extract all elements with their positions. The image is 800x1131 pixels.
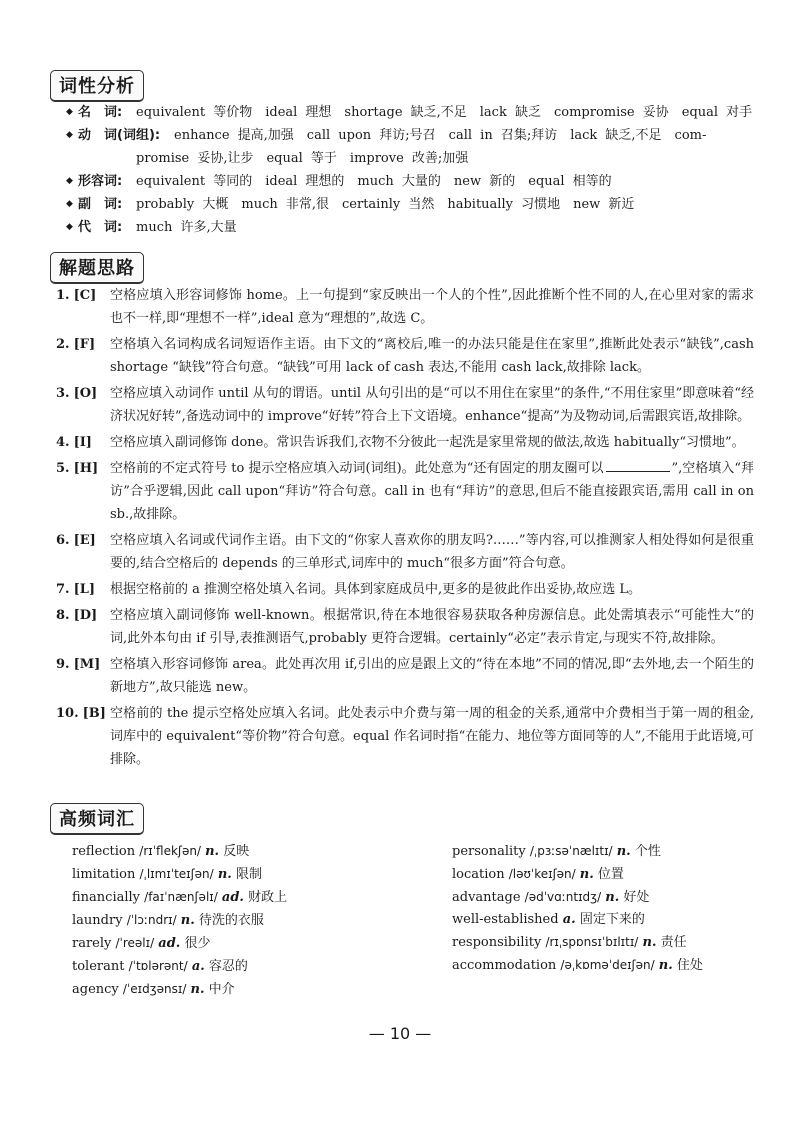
vocab-phonetic: /ləʊˈkeɪʃən/ [508,867,576,881]
vocab-meaning: 住处 [676,958,703,973]
answer-text: 空格应填入副词修饰 well-known。根据常识,待在本地很容易获取各种房源信息。此处需填表示“可能性大”的词,此外本句由 if 引导,表推测语气,probably 更符合逻辑。certainly“必定”表示肯定,与现实不符,故排除。 [110,608,754,646]
answer-code: [I] [73,435,92,450]
pos-row-adjective [66,170,756,193]
vocab-phonetic: /rɪˌspɒnsɪˈbɪlɪtɪ/ [545,935,639,949]
vocab-word: responsibility [452,935,542,950]
pos-label: 副 词: [78,197,123,212]
vocab-pos: n. [205,844,220,859]
pos-row-verb-continued: promise 妥协,让步 equal 等于 improve 改善;加强 [136,151,469,166]
answer-item [56,457,754,526]
vocab-meaning: 位置 [597,867,624,882]
answer-code: [H] [73,461,99,476]
vocab-word: limitation [72,867,136,882]
vocab-pos: a. [191,959,205,974]
pos-list [66,101,756,239]
vocab-entry [452,909,703,931]
vocab-entry [452,954,703,977]
vocab-pos: ad. [158,936,181,951]
answer-number: 3. [56,386,70,401]
answer-number: 9. [56,657,70,672]
pos-text: enhance 提高,加强 call upon 拜访;号召 call in 召集;拜访 lack 缺乏,不足 com- [174,128,707,143]
vocab-meaning: 容忍的 [208,959,248,974]
answer-number: 4. [56,435,70,450]
vocab-meaning: 限制 [235,867,262,882]
vocab-entry [452,886,703,909]
answer-number: 8. [56,608,70,623]
pos-section-title: 词性分析 [50,70,144,102]
vocab-meaning: 责任 [660,935,687,950]
answer-number: 1. [56,288,70,303]
vocab-word: reflection [72,844,136,859]
pos-text: equivalent 等价物 ideal 理想 shortage 缺乏,不足 lack 缺乏 compromise 妥协 equal 对手 [136,105,753,120]
pos-row-adverb [66,193,756,216]
answer-code: [F] [73,337,96,352]
answer-code: [C] [73,288,97,303]
answer-code: [B] [82,706,106,721]
vocab-word: agency [72,982,119,997]
vocab-pos: n. [217,867,232,882]
vocab-entry [72,955,287,978]
answer-text: 空格应填入动词作 until 从句的谓语。until 从句引出的是“可以不用住在家里”的条件,“不用住家里”即意味着“经济状况好转”,备选动词中的 improve“好转”符合上下文语境。enhance“提高”为及物动词,后需跟宾语,故排除。 [110,386,754,424]
answer-number: 5. [56,461,70,476]
answer-item [56,653,754,699]
vocab-meaning: 反映 [223,844,250,859]
bullet-icon: ◆ [66,107,73,117]
vocab-word: rarely [72,936,112,951]
vocab-phonetic: /faɪˈnænʃəlɪ/ [144,890,218,904]
vocab-pos: n. [190,982,205,997]
vocab-entry [452,863,703,886]
vocab-meaning: 固定下来的 [579,912,645,927]
vocab-meaning: 待洗的衣服 [198,913,264,928]
answer-text: 空格应填入副词修饰 done。常识告诉我们,衣物不分彼此一起洗是家里常规的做法,故选 habitually“习惯地”。 [110,435,745,450]
answer-item [56,529,754,575]
vocab-phonetic: /ˈtɒlərənt/ [128,959,188,973]
page-number: — 10 — [368,1024,432,1043]
answer-number: 2. [56,337,70,352]
vocab-entry [72,978,287,1001]
answer-text-part: 空格前的不定式符号 to 提示空格应填入动词(词组)。此处意为“还有固定的朋友圈可以 [110,461,604,476]
answer-number: 6. [56,533,70,548]
vocab-phonetic: /ədˈvɑːntɪdʒ/ [524,890,602,904]
answer-code: [M] [73,657,101,672]
answer-text: 根据空格前的 a 推测空格处填入名词。具体到家庭成员中,更多的是彼此作出妥协,故应选 L。 [110,582,642,597]
vocab-pos: n. [180,913,195,928]
vocab-entry [452,931,703,954]
vocab-section-title: 高频词汇 [50,803,144,835]
pos-text: equivalent 等同的 ideal 理想的 much 大量的 new 新的 equal 相等的 [136,174,612,189]
answer-text: 空格填入形容词修饰 area。此处再次用 if,引出的应是跟上文的“待在本地”不同的情况,即“去外地,去一个陌生的新地方”,故只能选 new。 [110,657,754,695]
bullet-icon: ◆ [66,199,73,209]
answer-code: [D] [73,608,98,623]
vocab-column-right [452,840,703,977]
bullet-icon: ◆ [66,222,73,232]
answer-number: 10. [56,706,79,721]
pos-label: 名 词: [78,105,123,120]
vocab-pos: a. [562,912,576,927]
answer-text: 空格应填入名词或代词作主语。由下文的“你家人喜欢你的朋友吗?……”等内容,可以推测家人相处得如何是很重要的,结合空格后的 depends 的三单形式,词库中的 much“很多方面”符合句意。 [110,533,754,571]
answer-item [56,578,754,601]
vocab-word: location [452,867,505,882]
vocab-phonetic: /ˈeɪdʒənsɪ/ [122,982,187,996]
vocab-pos: n. [616,844,631,859]
vocab-phonetic: /ˌpɜːsəˈnælɪtɪ/ [529,844,613,858]
vocab-column-left [72,840,287,1001]
bullet-icon: ◆ [66,130,73,140]
answer-item [56,382,754,428]
pos-label: 形容词: [78,174,123,189]
answer-text: 空格前的 the 提示空格处应填入名词。此处表示中介费与第一周的租金的关系,通常中介费相当于第一周的租金,词库中的 equivalent“等价物”符合句意。equal 作名词时指“在能力、地位等方面同等的人”,不能用于此语境,可排除。 [110,706,754,767]
answer-number: 7. [56,582,70,597]
vocab-meaning: 财政上 [248,890,288,905]
vocab-pos: ad. [221,890,244,905]
answer-text-part: ”,空格填入“拜访”合乎逻辑,因此 call upon“拜访”符合句意。call in 也有“拜访”的意思,但后不能直接跟宾语,需用 call in on sb.,故排除。 [110,461,754,522]
pos-row-noun [66,101,756,124]
pos-label: 动 词(词组): [78,128,161,143]
vocab-entry [72,886,287,909]
vocab-entry [72,909,287,932]
pos-label: 代 词: [78,220,123,235]
pos-text: much 许多,大量 [136,220,237,235]
vocab-meaning: 好处 [623,890,650,905]
vocab-entry [72,863,287,886]
vocab-word: accommodation [452,958,557,973]
vocab-word: advantage [452,890,521,905]
vocab-entry [72,840,287,863]
fill-blank [606,459,670,472]
vocab-pos: n. [579,867,594,882]
answer-item [56,284,754,330]
analysis-section-title: 解题思路 [50,252,144,284]
vocab-entry [72,932,287,955]
answer-text [110,457,754,526]
answer-item [56,333,754,379]
answer-code: [O] [73,386,98,401]
answer-text: 空格填入名词构成名词短语作主语。由下文的“离校后,唯一的办法只能是住在家里”,推断此处表示“缺钱”,cash shortage “缺钱”符合句意。“缺钱”可用 lack of cash 表达,不能用 cash lack,故排除 lack。 [110,337,754,375]
vocab-word: tolerant [72,959,125,974]
vocab-phonetic: /əˌkɒməˈdeɪʃən/ [560,958,655,972]
answer-item [56,604,754,650]
vocab-meaning: 中介 [208,982,235,997]
answer-code: [E] [73,533,96,548]
vocab-phonetic: /ˌlɪmɪˈteɪʃən/ [139,867,214,881]
vocab-phonetic: /rɪˈflekʃən/ [139,844,201,858]
vocab-word: laundry [72,913,123,928]
answer-item [56,431,754,454]
bullet-icon: ◆ [66,176,73,186]
vocab-word: personality [452,844,526,859]
vocab-word: well-established [452,912,559,927]
vocab-phonetic: /ˈreəlɪ/ [115,936,155,950]
vocab-meaning: 很少 [184,936,211,951]
answer-item [56,702,754,771]
vocab-pos: n. [605,890,620,905]
pos-row-verb [66,124,756,147]
vocab-pos: n. [658,958,673,973]
vocab-word: financially [72,890,141,905]
vocab-pos: n. [642,935,657,950]
vocab-phonetic: /ˈlɔːndrɪ/ [126,913,177,927]
answer-list [56,284,754,774]
answer-code: [L] [73,582,96,597]
vocab-meaning: 个性 [634,844,661,859]
pos-row-pronoun [66,216,756,239]
vocab-entry [452,840,703,863]
answer-text: 空格应填入形容词修饰 home。上一句提到“家反映出一个人的个性”,因此推断个性不同的人,在心里对家的需求也不一样,即“理想不一样”,ideal 意为“理想的”,故选 C。 [110,288,754,326]
pos-text: probably 大概 much 非常,很 certainly 当然 habitually 习惯地 new 新近 [136,197,635,212]
